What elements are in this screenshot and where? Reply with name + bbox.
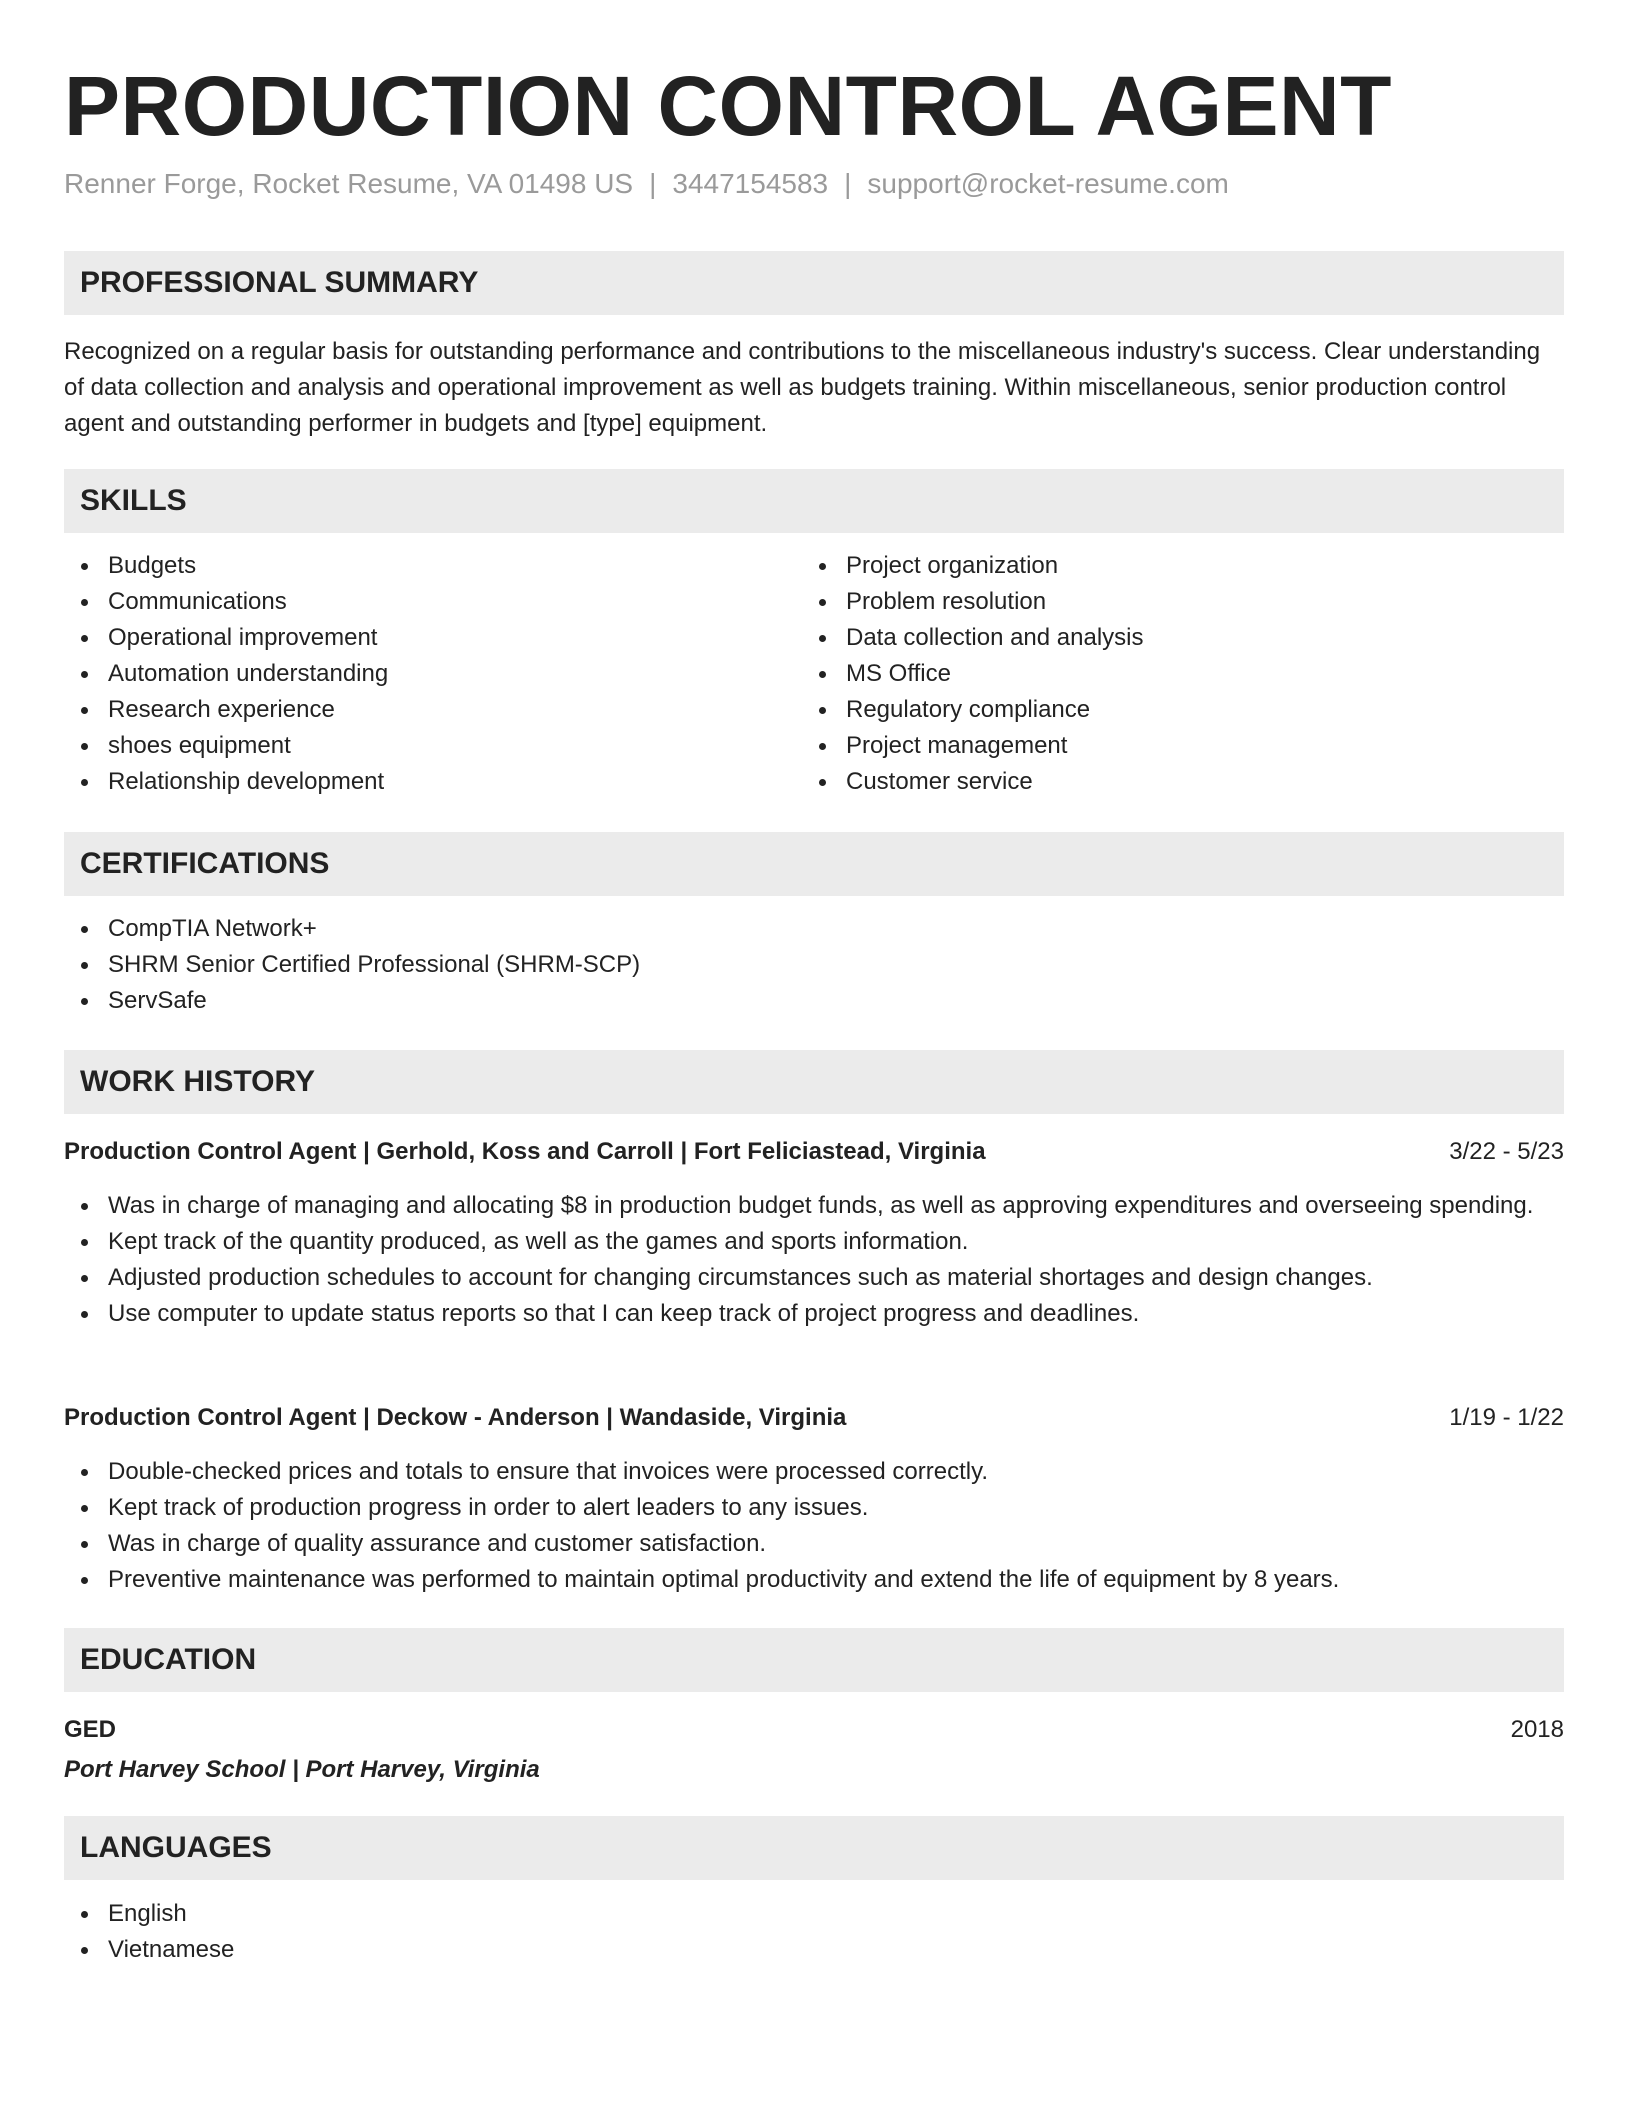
contact-email: support@rocket-resume.com [867,168,1229,199]
certification-item: CompTIA Network+ [64,911,1564,947]
job-title: Production Control Agent | Gerhold, Koss and Carroll | Fort Feliciastead, Virginia [64,1138,986,1165]
summary-text: Recognized on a regular basis for outstanding performance and contributions to the miscellaneous industry's success. Clear understanding of data collection and analysis and operational improvement as well as budgets training. Within miscellaneous, senior production control agent and outstanding performer in budgets and [type] equipment. [64,338,1541,437]
skill-item: Relationship development [64,764,794,800]
job-bullet: Use computer to update status reports so that I can keep track of project progress and deadlines. [64,1296,1564,1332]
job-dates: 3/22 - 5/23 [1449,1138,1564,1165]
certification-item: SHRM Senior Certified Professional (SHRM-SCP) [64,947,1564,983]
job-bullet: Kept track of production progress in order to alert leaders to any issues. [64,1490,1564,1526]
job-bullet: Kept track of the quantity produced, as well as the games and sports information. [64,1224,1564,1260]
job-bullet: Adjusted production schedules to account for changing circumstances such as material shortages and design changes. [64,1260,1564,1296]
section-header-summary: PROFESSIONAL SUMMARY [64,251,1564,315]
job-bullet: Was in charge of managing and allocating $8 in production budget funds, as well as approving expenditures and overseeing spending. [64,1188,1564,1224]
skill-item: Research experience [64,692,794,728]
skills-list-left [64,548,794,800]
contact-line [64,166,1229,202]
languages-list [64,1896,1564,1968]
contact-address: Renner Forge, Rocket Resume, VA 01498 US [64,168,634,199]
job-header [64,1134,1564,1170]
contact-separator: | [649,168,657,199]
certification-item: ServSafe [64,983,1564,1019]
job-bullets [64,1188,1564,1332]
skill-item: Customer service [802,764,1542,800]
skill-item: shoes equipment [64,728,794,764]
job-title: Production Control Agent | Deckow - Anderson | Wandaside, Virginia [64,1404,847,1431]
section-header-languages: LANGUAGES [64,1816,1564,1880]
job-bullet: Double-checked prices and totals to ensure that invoices were processed correctly. [64,1454,1564,1490]
job-header [64,1400,1564,1436]
education-degree: GED [64,1716,117,1743]
skill-item: Regulatory compliance [802,692,1542,728]
skill-item: Automation understanding [64,656,794,692]
job-bullet: Preventive maintenance was performed to maintain optimal productivity and extend the life of equipment by 8 years. [64,1562,1564,1598]
education-header [64,1712,1564,1748]
skill-item: Budgets [64,548,794,584]
skill-item: Problem resolution [802,584,1542,620]
contact-phone: 3447154583 [672,168,829,199]
skills-list-right [802,548,1542,800]
skill-item: Project organization [802,548,1542,584]
skill-item: Data collection and analysis [802,620,1542,656]
certifications-list [64,911,1564,1019]
language-item: Vietnamese [64,1932,1564,1968]
skill-item: Project management [802,728,1542,764]
job-bullet: Was in charge of quality assurance and customer satisfaction. [64,1526,1564,1562]
skill-item: MS Office [802,656,1542,692]
section-header-education: EDUCATION [64,1628,1564,1692]
section-header-work-history: WORK HISTORY [64,1050,1564,1114]
contact-separator: | [844,168,852,199]
section-header-certifications: CERTIFICATIONS [64,832,1564,896]
skill-item: Communications [64,584,794,620]
language-item: English [64,1896,1564,1932]
candidate-name: PRODUCTION CONTROL AGENT [64,59,1392,153]
job-bullets [64,1454,1564,1598]
education-year: 2018 [1510,1716,1564,1743]
job-dates: 1/19 - 1/22 [1449,1404,1564,1431]
skill-item: Operational improvement [64,620,794,656]
education-institution: Port Harvey School | Port Harvey, Virginia [64,1756,540,1783]
section-header-skills: SKILLS [64,469,1564,533]
